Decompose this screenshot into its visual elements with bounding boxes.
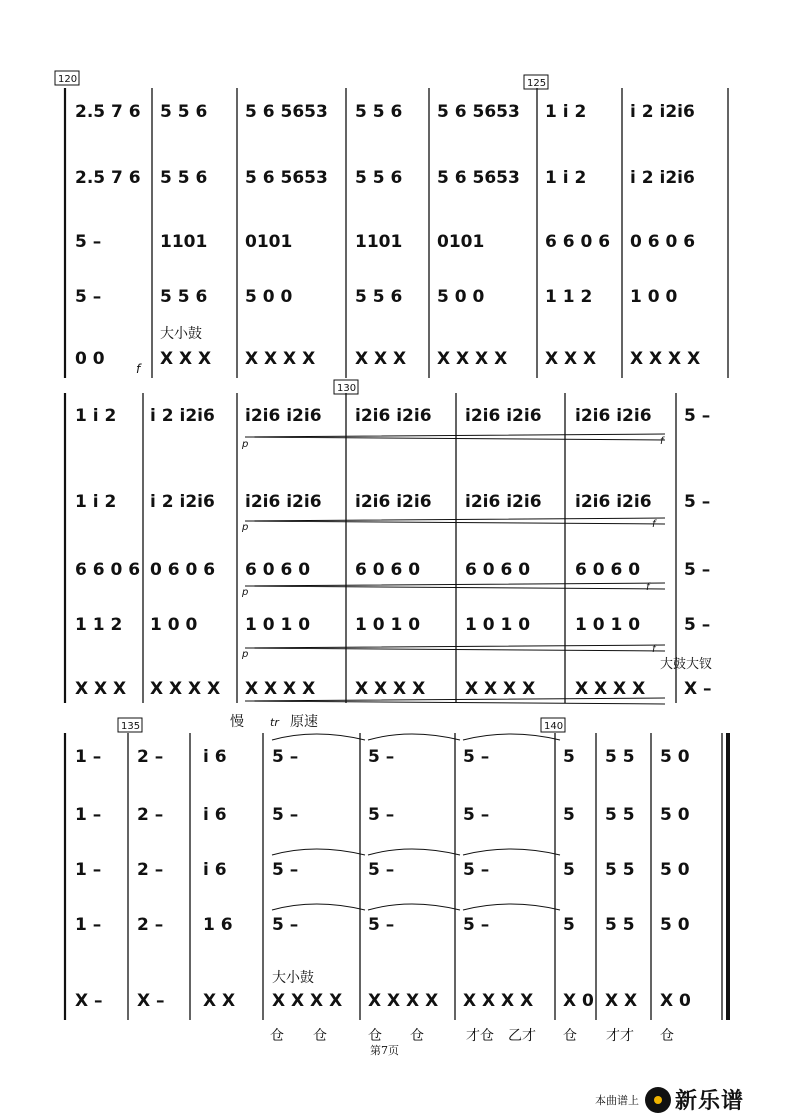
- system3-row3-measure: 5 0: [660, 860, 690, 880]
- vinyl-disc-icon: [645, 1087, 671, 1113]
- system2-row3-measure: 6 0 6 0: [245, 560, 311, 580]
- system3-row1-measure: i 6: [203, 747, 227, 767]
- lyric-syllable: 才仓: [466, 1028, 494, 1044]
- notation: [75, 102, 712, 1044]
- system1-row5-measure: X X X: [545, 349, 597, 369]
- system2-row4-measure: 1 0 1 0: [245, 615, 311, 635]
- system2-row2-measure: 1 i 2: [75, 492, 117, 512]
- system2-row5-measure: X X X X: [150, 679, 221, 699]
- system2-row5-measure: X X X X: [245, 679, 316, 699]
- lyric-syllable: 仓: [313, 1028, 327, 1044]
- lyric-syllable: 才才: [606, 1028, 634, 1044]
- system3-row5-measure: X X: [203, 991, 236, 1011]
- svg-text:p: p: [242, 649, 249, 660]
- system1-row2-measure: 2.5 7 6: [75, 168, 141, 188]
- system2-row5-measure: X X X: [75, 679, 127, 699]
- system1-row5-measure: X X X X: [437, 349, 508, 369]
- system2-row5-measure: X X X X: [355, 679, 426, 699]
- system3-row3-measure: 5 –: [368, 860, 395, 880]
- system1-row2-measure: 1 i 2: [545, 168, 587, 188]
- system3-row3-measure: 5: [563, 860, 575, 880]
- system1-row1-measure: 5 5 6: [355, 102, 403, 122]
- system3-row1-measure: 5 5: [605, 747, 635, 767]
- drums-label: 大小鼓: [160, 326, 202, 342]
- system1-row3-measure: 0101: [437, 232, 485, 252]
- system3-row4-measure: 5 –: [368, 915, 395, 935]
- brand-watermark: [595, 1084, 744, 1115]
- dynamic-marking: f: [136, 362, 141, 376]
- lyric-syllable: 仓: [563, 1028, 577, 1044]
- system1-row5-measure: X X X: [160, 349, 212, 369]
- system3-row2-measure: 1 –: [75, 805, 102, 825]
- system3-row5-measure: X X X X: [272, 991, 343, 1011]
- brand-prefix: 本曲谱上: [595, 1093, 639, 1107]
- system3-row4-measure: 1 6: [203, 915, 233, 935]
- system3-row2-measure: i 6: [203, 805, 227, 825]
- system3-row5-measure: X X X X: [368, 991, 439, 1011]
- system3-row4-measure: 5 –: [463, 915, 490, 935]
- system2-row1-measure: i2i6 i2i6: [465, 406, 542, 426]
- system1-row4-measure: 5 –: [75, 287, 102, 307]
- system2-row4-measure: 1 0 1 0: [575, 615, 641, 635]
- system1-row4-measure: 1 0 0: [630, 287, 678, 307]
- lyric-syllable: 仓: [410, 1028, 424, 1044]
- system3-row1-measure: 5 –: [463, 747, 490, 767]
- svg-text:135: 135: [121, 721, 141, 732]
- system3-row5-measure: X 0: [660, 991, 691, 1011]
- system1-row2-measure: 5 6 5653: [245, 168, 328, 188]
- trill-mark: tr: [270, 716, 279, 729]
- svg-text:p: p: [242, 522, 249, 533]
- system1-row2-measure: 5 5 6: [160, 168, 208, 188]
- measure-number-130: [334, 380, 358, 394]
- lyric-syllable: 仓: [368, 1028, 382, 1044]
- system3-row5-measure: X –: [75, 991, 103, 1011]
- system3-row3-measure: i 6: [203, 860, 227, 880]
- system3-row3-measure: 5 –: [272, 860, 299, 880]
- system1-row5-measure: 0 0: [75, 349, 105, 369]
- drums-cymbal-label: 大鼓大钗: [660, 657, 713, 672]
- system2-row3-measure: 6 0 6 0: [465, 560, 531, 580]
- svg-text:f: f: [652, 644, 656, 655]
- system2-row1-measure: i2i6 i2i6: [355, 406, 432, 426]
- page-number: 第7页: [370, 1044, 399, 1057]
- system3-row2-measure: 5 –: [463, 805, 490, 825]
- system1-row4-measure: 1 1 2: [545, 287, 593, 307]
- measure-number-120: [55, 71, 79, 85]
- system3-row4-measure: 5 0: [660, 915, 690, 935]
- measure-number-125: [524, 75, 548, 89]
- svg-text:p: p: [242, 439, 249, 450]
- system1-row3-measure: 0101: [245, 232, 293, 252]
- system1-row5-measure: X X X X: [245, 349, 316, 369]
- system2-row1-measure: 5 –: [684, 406, 711, 426]
- system3-row2-measure: 5: [563, 805, 575, 825]
- system2-row1-measure: i2i6 i2i6: [245, 406, 322, 426]
- system1-row4-measure: 5 5 6: [355, 287, 403, 307]
- system2-row2-measure: i2i6 i2i6: [355, 492, 432, 512]
- lyric-syllable: 仓: [270, 1028, 284, 1044]
- system2-row3-measure: 6 6 0 6: [75, 560, 141, 580]
- lyric-syllable: 乙才: [508, 1028, 536, 1044]
- system3-row2-measure: 2 –: [137, 805, 164, 825]
- svg-text:130: 130: [337, 383, 357, 394]
- system3-row1-measure: 5: [563, 747, 575, 767]
- system3-row4-measure: 5 5: [605, 915, 635, 935]
- system3-row2-measure: 5 –: [368, 805, 395, 825]
- system3-row1-measure: 1 –: [75, 747, 102, 767]
- svg-text:120: 120: [58, 74, 78, 85]
- system2-row1-measure: 1 i 2: [75, 406, 117, 426]
- system2-row5-measure: X X X X: [465, 679, 536, 699]
- system2-row5-measure: X X X X: [575, 679, 646, 699]
- brand-name: 新乐谱: [675, 1089, 745, 1114]
- system3-row2-measure: 5 5: [605, 805, 635, 825]
- system1-row4-measure: 5 0 0: [437, 287, 485, 307]
- system3-row1-measure: 5 –: [272, 747, 299, 767]
- measure-number-135: [118, 718, 142, 732]
- svg-text:f: f: [652, 519, 656, 530]
- system3-row1-measure: 5 –: [368, 747, 395, 767]
- system3-row4-measure: 5: [563, 915, 575, 935]
- tempo-slow: 慢: [230, 714, 244, 730]
- system2-row3-measure: 0 6 0 6: [150, 560, 216, 580]
- system2-row4-measure: 1 0 1 0: [355, 615, 421, 635]
- system3-row2-measure: 5 –: [272, 805, 299, 825]
- svg-text:f: f: [646, 582, 650, 593]
- system2-row2-measure: 5 –: [684, 492, 711, 512]
- system1-row5-measure: X X X X: [630, 349, 701, 369]
- system3-row2-measure: 5 0: [660, 805, 690, 825]
- system3-row3-measure: 5 –: [463, 860, 490, 880]
- system3-row4-measure: 2 –: [137, 915, 164, 935]
- system3-row5-measure: X X: [605, 991, 638, 1011]
- system1-row1-measure: 5 5 6: [160, 102, 208, 122]
- system2-row3-measure: 6 0 6 0: [355, 560, 421, 580]
- system2-row3-measure: 6 0 6 0: [575, 560, 641, 580]
- system2-row1-measure: i2i6 i2i6: [575, 406, 652, 426]
- system2-row5-measure: X –: [684, 679, 712, 699]
- system2-row4-measure: 1 0 0: [150, 615, 198, 635]
- system1-row4-measure: 5 0 0: [245, 287, 293, 307]
- system3-row3-measure: 5 5: [605, 860, 635, 880]
- system1-row5-measure: X X X: [355, 349, 407, 369]
- system3-row5-measure: X 0: [563, 991, 594, 1011]
- ties-system-3: [272, 734, 560, 910]
- drums-label-2: 大小鼓: [272, 970, 314, 986]
- system2-row2-measure: i2i6 i2i6: [245, 492, 322, 512]
- measure-number-140: [541, 718, 565, 732]
- system1-row1-measure: 5 6 5653: [437, 102, 520, 122]
- svg-text:p: p: [242, 587, 249, 598]
- system1-row3-measure: 5 –: [75, 232, 102, 252]
- system1-row3-measure: 6 6 0 6: [545, 232, 611, 252]
- system1-row3-measure: 0 6 0 6: [630, 232, 696, 252]
- system1-row2-measure: 5 5 6: [355, 168, 403, 188]
- system1-row3-measure: 1101: [355, 232, 403, 252]
- system2-row4-measure: 1 0 1 0: [465, 615, 531, 635]
- system3-row4-measure: 1 –: [75, 915, 102, 935]
- system1-row4-measure: 5 5 6: [160, 287, 208, 307]
- svg-text:140: 140: [544, 721, 564, 732]
- svg-text:f: f: [660, 436, 664, 447]
- system1-row3-measure: 1101: [160, 232, 208, 252]
- system2-row3-measure: 5 –: [684, 560, 711, 580]
- system1-row1-measure: 5 6 5653: [245, 102, 328, 122]
- tempo-original: 原速: [290, 714, 318, 730]
- system2-row2-measure: i2i6 i2i6: [465, 492, 542, 512]
- system3-row5-measure: X –: [137, 991, 165, 1011]
- system3-row3-measure: 1 –: [75, 860, 102, 880]
- system2-row1-measure: i 2 i2i6: [150, 406, 215, 426]
- system3-row5-measure: X X X X: [463, 991, 534, 1011]
- system1-row1-measure: 1 i 2: [545, 102, 587, 122]
- system3-row3-measure: 2 –: [137, 860, 164, 880]
- system1-row2-measure: 5 6 5653: [437, 168, 520, 188]
- system3-row4-measure: 5 –: [272, 915, 299, 935]
- system2-row4-measure: 1 1 2: [75, 615, 123, 635]
- svg-text:125: 125: [527, 78, 547, 89]
- system2-row2-measure: i2i6 i2i6: [575, 492, 652, 512]
- system1-row1-measure: i 2 i2i6: [630, 102, 695, 122]
- system2-row2-measure: i 2 i2i6: [150, 492, 215, 512]
- system3-row1-measure: 2 –: [137, 747, 164, 767]
- lyric-syllable: 仓: [660, 1028, 674, 1044]
- system1-row1-measure: 2.5 7 6: [75, 102, 141, 122]
- system2-row4-measure: 5 –: [684, 615, 711, 635]
- system1-row2-measure: i 2 i2i6: [630, 168, 695, 188]
- system3-row1-measure: 5 0: [660, 747, 690, 767]
